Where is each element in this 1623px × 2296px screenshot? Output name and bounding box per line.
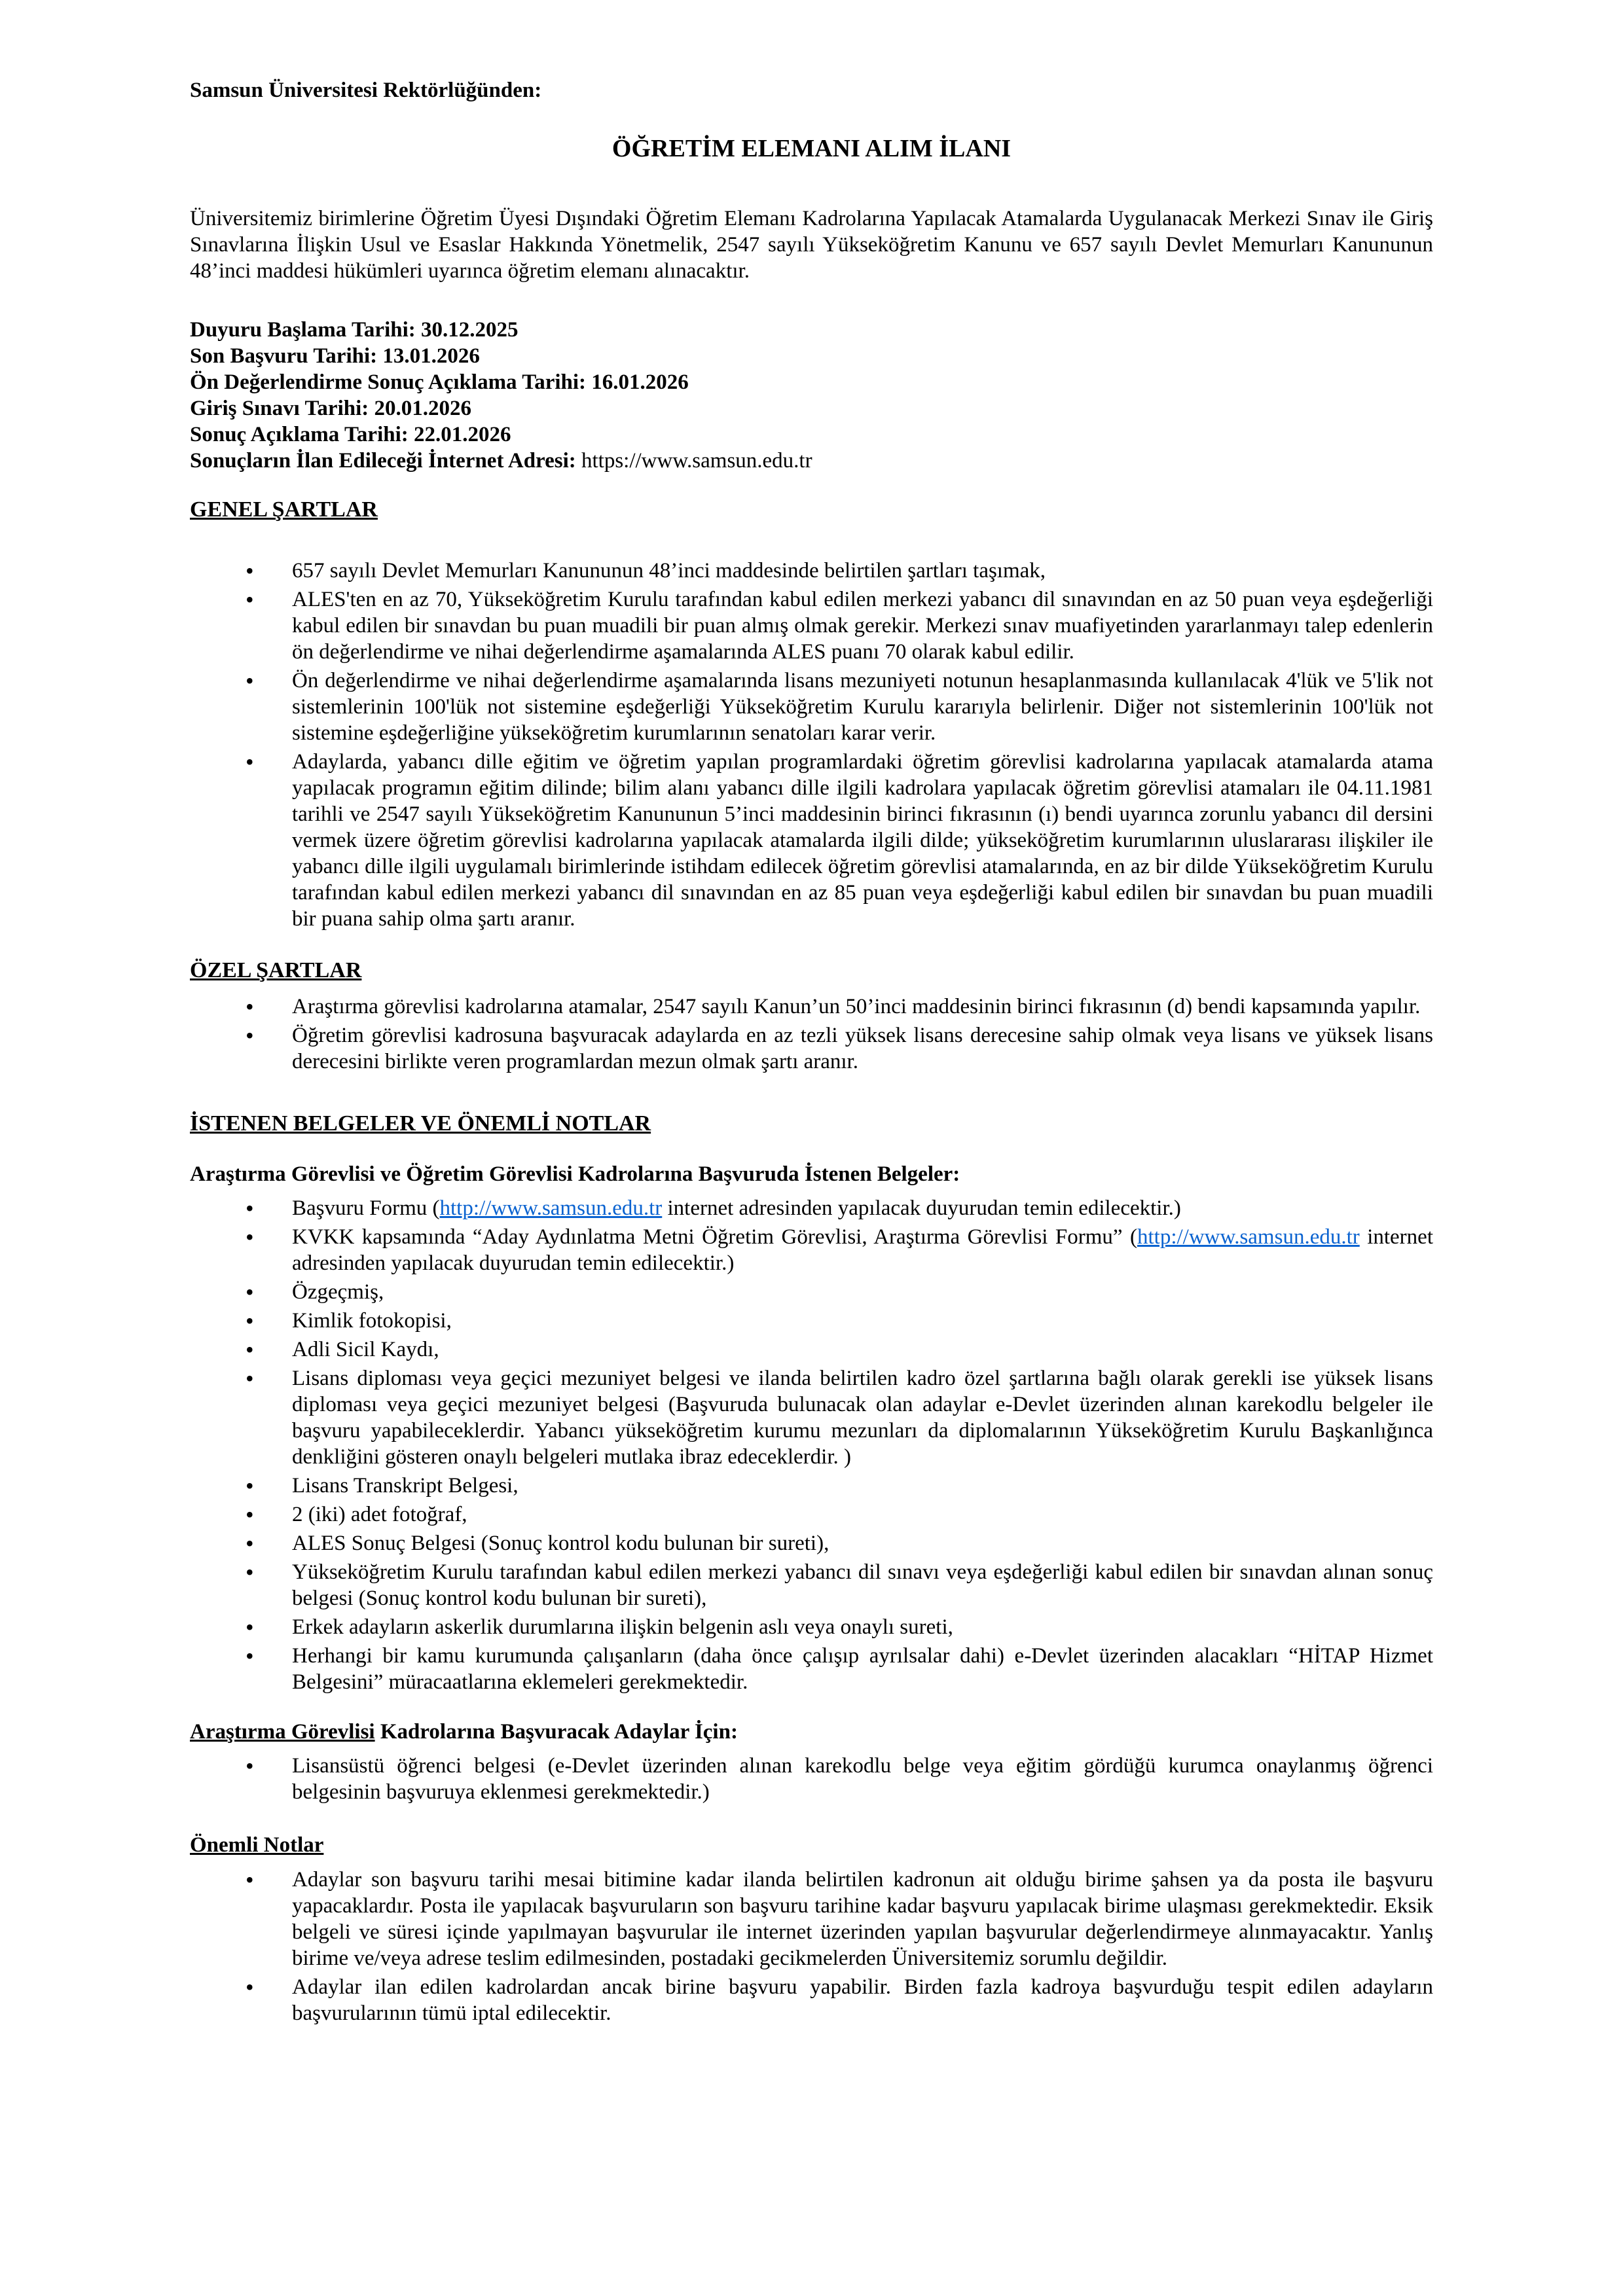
date-value: 22.01.2026: [414, 423, 511, 446]
issuer-line: Samsun Üniversitesi Rektörlüğünden:: [190, 79, 542, 102]
results-url-line: [190, 448, 1433, 474]
subheading-basvuru-belgeleri: Araştırma Görevlisi ve Öğretim Görevlisi Kadrolarına Başvuruda İstenen Belgeler:: [190, 1162, 960, 1186]
subheading-underlined-part: Araştırma Görevlisi: [190, 1720, 375, 1744]
list-item: • Erkek adayların askerlik durumlarına ilişkin belgenin aslı veya onaylı sureti,: [190, 1614, 1433, 1640]
date-label: Giriş Sınavı Tarihi:: [190, 397, 369, 420]
date-label: Ön Değerlendirme Sonuç Açıklama Tarihi:: [190, 370, 587, 394]
list-item: • 2 (iki) adet fotoğraf,: [190, 1501, 1433, 1528]
list-item: • ALES Sonuç Belgesi (Sonuç kontrol kodu bulunan bir sureti),: [190, 1530, 1433, 1556]
list-item: • Ön değerlendirme ve nihai değerlendirme aşamalarında lisans mezuniyeti notunun hesaplanmasında kullanılacak 4'lük ve 5'lik not sistemlerinin 100'lük not sistemine eşdeğerliği Yükseköğretim Kurulu kararıyla belirlenir. Diğer not sistemlerinin 100'lük not sistemine eşdeğerliğine yükseköğretim kurumlarının senatoları karar verir.: [190, 668, 1433, 746]
list-item: • Lisans diploması veya geçici mezuniyet belgesi ve ilanda belirtilen kadro özel şartlarına bağlı olarak gerekli ise yüksek lisans diploması veya geçici mezuniyet belgesi (Başvuruda bulunacak olan adaylar e-Devlet üzerinden alınan karekodlu belgeler ile başvuru yapabileceklerdir. Yabancı yükseköğretim kurumu mezunları da diplomalarının Yükseköğretim Kurulu Başkanlığınca denkliğini gösteren onaylı belgeleri mutlaka ibraz edeceklerdir. ): [190, 1365, 1433, 1470]
date-line: [190, 317, 1433, 343]
item-text: KVKK kapsamında “Aday Aydınlatma Metni Öğretim Görevlisi, Araştırma Görevlisi Formu” (: [292, 1225, 1137, 1249]
list-item: [190, 1224, 1433, 1276]
list-item: • Lisansüstü öğrenci belgesi (e-Devlet üzerinden alınan karekodlu belge veya eğitim gördüğü kurumca onaylanmış öğrenci belgesinin başvuruya eklenmesi gerekmektedir.): [190, 1753, 1433, 1805]
important-notes-list: [190, 1867, 1433, 2026]
list-item: • Adaylar son başvuru tarihi mesai bitimine kadar ilanda belirtilen kadronun ait olduğu birime şahsen ya da posta ile başvuru yapacaklardır. Posta ile yapılacak başvuruların son başvuru tarihine kadar başvuru yapılacak birime ulaşması gerekmektedir. Eksik belgeli ve süresi içinde yapılmayan başvurular ile internet üzerinden yapılan başvurular değerlendirmeye alınmayacaktır. Yanlış birime ve/veya adrese teslim edilmesinden, postadaki gecikmelerden Üniversitemiz sorumlu değildir.: [190, 1867, 1433, 1971]
list-item: • Adli Sicil Kaydı,: [190, 1336, 1433, 1363]
date-label: Sonuç Açıklama Tarihi:: [190, 423, 409, 446]
date-line: [190, 343, 1433, 369]
samsun-edu-link[interactable]: http://www.samsun.edu.tr: [1137, 1225, 1360, 1249]
list-item: • Özgeçmiş,: [190, 1279, 1433, 1305]
genel-sartlar-list: [190, 558, 1433, 932]
date-label: Son Başvuru Tarihi:: [190, 344, 378, 368]
results-url: https://www.samsun.edu.tr: [581, 449, 812, 473]
samsun-edu-link[interactable]: http://www.samsun.edu.tr: [439, 1196, 663, 1220]
section-heading-onemli-notlar: Önemli Notlar: [190, 1833, 324, 1857]
item-text: Başvuru Formu (: [292, 1196, 440, 1220]
date-value: 20.01.2026: [374, 397, 471, 420]
date-line: [190, 395, 1433, 422]
list-item: • Öğretim görevlisi kadrosuna başvuracak adaylarda en az tezli yüksek lisans derecesine sahip olmak veya lisans ve yüksek lisans derecesini birlikte veren programlardan mezun olmak şartı aranır.: [190, 1022, 1433, 1075]
arastirma-gorevlisi-docs-list: [190, 1753, 1433, 1805]
subheading-rest: Kadrolarına Başvuracak Adaylar İçin:: [374, 1720, 738, 1744]
page-title: ÖĞRETİM ELEMANI ALIM İLANI: [611, 135, 1012, 162]
required-documents-list: [190, 1195, 1433, 1695]
date-line: [190, 422, 1433, 448]
list-item: • Araştırma görevlisi kadrolarına atamalar, 2547 sayılı Kanun’un 50’inci maddesinin birinci fıkrasının (d) bendi kapsamında yapılır.: [190, 994, 1433, 1020]
subheading-arastirma-gorevlisi: [190, 1719, 1433, 1745]
list-item: • ALES'ten en az 70, Yükseköğretim Kurulu tarafından kabul edilen merkezi yabancı dil sınavından en az 50 puan veya eşdeğerliği kabul edilen bir sınavdan bu puan muadili bir puan almış olmak gerekir. Merkezi sınav muafiyetinden yararlanmayı talep edenlerin ön değerlendirme ve nihai değerlendirme aşamalarında ALES puanı 70 olarak kabul edilir.: [190, 586, 1433, 665]
list-item: • 657 sayılı Devlet Memurları Kanununun 48’inci maddesinde belirtilen şartları taşımak,: [190, 558, 1433, 584]
list-item: • Herhangi bir kamu kurumunda çalışanların (daha önce çalışıp ayrılsalar dahi) e-Devlet üzerinden alacakları “HİTAP Hizmet Belgesini” müracaatlarına eklemeleri gerekmektedir.: [190, 1643, 1433, 1695]
list-item: • Adaylarda, yabancı dille eğitim ve öğretim yapılan programlardaki öğretim görevlisi kadrolarına yapılacak atamalarda atama yapılacak programın eğitim dilinde; bilim alanı yabancı dille ilgili kadrolara yapılacak öğretim görevlisi atamaları ile 04.11.1981 tarihli ve 2547 sayılı Yükseköğretim Kanununun 5’inci maddesinin birinci fıkrasının (ı) bendi uyarınca zorunlu yabancı dil dersini vermek üzere öğretim görevlisi kadrolarına yapılacak atamalarda ilgili dilde; yükseköğretim kurumlarının uluslararası ilişkiler ile yabancı dille ilgili uygulamalı birimlerinde istihdam edilecek öğretim görevlisi atamalarında, en az bir dilde Yükseköğretim Kurulu tarafından kabul edilen merkezi yabancı dil sınavından en az 85 puan veya eşdeğerliği kabul edilen bir sınavdan bu puan muadili bir puana sahip olma şartı aranır.: [190, 749, 1433, 932]
section-heading-istenen-belgeler: İSTENEN BELGELER VE ÖNEMLİ NOTLAR: [190, 1111, 651, 1136]
date-line: [190, 369, 1433, 395]
list-item: • Adaylar ilan edilen kadrolardan ancak birine başvuru yapabilir. Birden fazla kadroya başvurduğu tespit edilen adayların başvurularının tümü iptal edilecektir.: [190, 1974, 1433, 2026]
list-item: • Lisans Transkript Belgesi,: [190, 1473, 1433, 1499]
ozel-sartlar-list: [190, 994, 1433, 1075]
list-item: • Yükseköğretim Kurulu tarafından kabul edilen merkezi yabancı dil sınavı veya eşdeğerliği kabul edilen bir sınavdan alınan sonuç belgesi (Sonuç kontrol kodu bulunan bir sureti),: [190, 1559, 1433, 1611]
section-heading-genel-sartlar: GENEL ŞARTLAR: [190, 497, 378, 522]
date-value: 13.01.2026: [382, 344, 480, 368]
list-item: [190, 1195, 1433, 1221]
date-value: 16.01.2026: [591, 370, 689, 394]
item-text: internet adresinden yapılacak duyurudan temin edilecektir.): [662, 1196, 1181, 1220]
section-heading-ozel-sartlar: ÖZEL ŞARTLAR: [190, 958, 362, 982]
date-value: 30.12.2025: [421, 318, 519, 342]
item-text: internet adresinden yapılacak duyurudan temin edilecektir.): [292, 1225, 1433, 1275]
date-label: Sonuçların İlan Edileceği İnternet Adresi:: [190, 449, 576, 473]
dates-block: [190, 317, 1433, 474]
list-item: • Kimlik fotokopisi,: [190, 1308, 1433, 1334]
intro-paragraph: Üniversitemiz birimlerine Öğretim Üyesi Dışındaki Öğretim Elemanı Kadrolarına Yapılacak Atamalarda Uygulanacak Merkezi Sınav ile Giriş Sınavlarına İlişkin Usul ve Esaslar Hakkında Yönetmelik, 2547 sayılı Yükseköğretim Kanunu ve 657 sayılı Devlet Memurları Kanununun 48’inci maddesi hükümleri uyarınca öğretim elemanı alınacaktır.: [190, 207, 1433, 283]
date-label: Duyuru Başlama Tarihi:: [190, 318, 416, 342]
